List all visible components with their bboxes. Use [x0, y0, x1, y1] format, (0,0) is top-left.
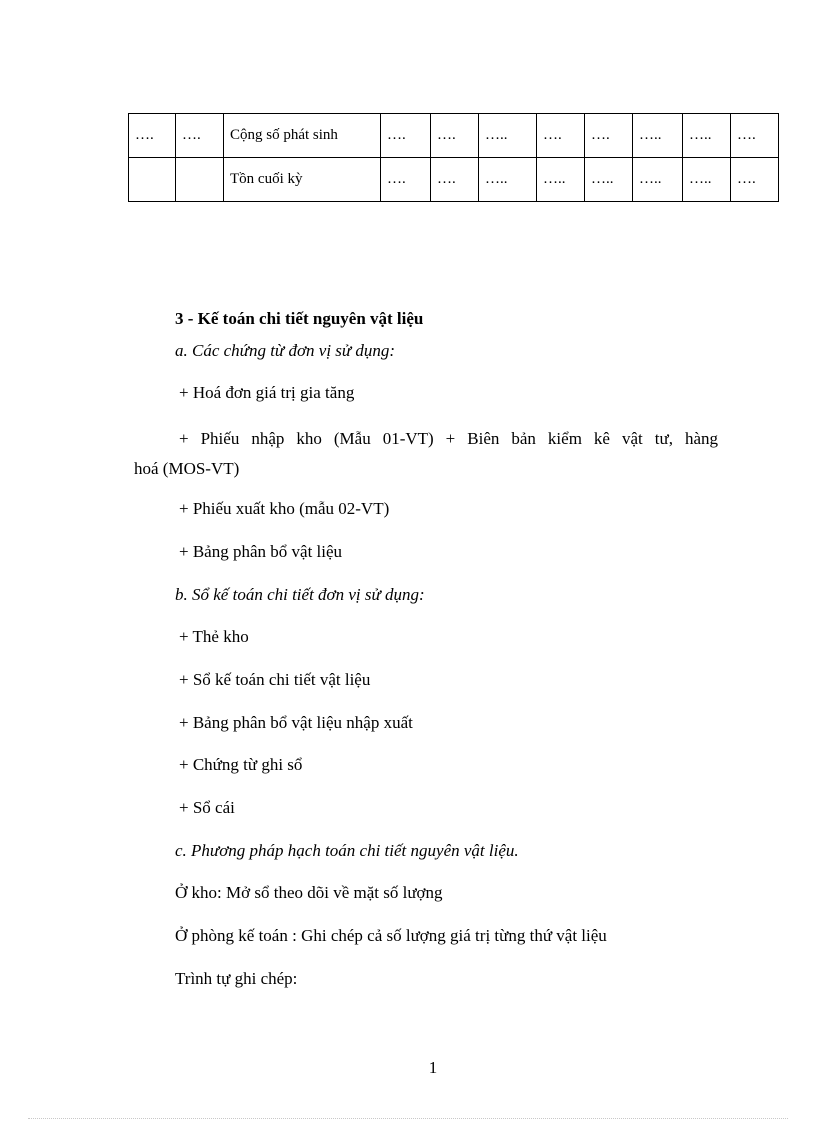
list-item: + Bảng phân bổ vật liệu nhập xuất	[179, 713, 413, 732]
paragraph: Ở phòng kế toán : Ghi chép cả số lượng giá trị từng thứ vật liệu	[175, 926, 607, 945]
table-cell: …..	[479, 158, 537, 202]
list-item: + Sổ kế toán chi tiết vật liệu	[179, 670, 371, 689]
table-cell: …..	[683, 114, 731, 158]
paragraph: Trình tự ghi chép:	[175, 969, 298, 988]
table-cell: …..	[537, 158, 585, 202]
table-cell: …..	[633, 114, 683, 158]
paragraph-wrapped	[134, 424, 718, 484]
row-label: Tồn cuối kỳ	[224, 158, 381, 202]
table-cell: ….	[381, 114, 431, 158]
table-cell: ….	[129, 114, 176, 158]
row-label: Cộng số phát sinh	[224, 114, 381, 158]
table-cell: ….	[731, 158, 779, 202]
page-divider	[28, 1118, 788, 1119]
table-cell	[129, 158, 176, 202]
list-item: + Phiếu xuất kho (mẫu 02-VT)	[179, 499, 390, 518]
table-row	[129, 114, 779, 158]
ledger-table	[128, 113, 779, 202]
table-cell: ….	[381, 158, 431, 202]
table-cell: …..	[479, 114, 537, 158]
list-item: + Sổ cái	[179, 798, 235, 817]
table-cell: ….	[731, 114, 779, 158]
table-cell: ….	[585, 114, 633, 158]
section-heading: 3 - Kế toán chi tiết nguyên vật liệu	[175, 309, 424, 328]
subheading-b: b. Sổ kế toán chi tiết đơn vị sử dụng:	[175, 585, 425, 604]
table-row	[129, 158, 779, 202]
list-item-continuation: hoá (MOS-VT)	[134, 459, 240, 478]
table-cell: ….	[537, 114, 585, 158]
list-item: + Chứng từ ghi sổ	[179, 755, 303, 774]
table-cell: ….	[431, 114, 479, 158]
page-number: 1	[428, 1058, 438, 1077]
list-item: + Thẻ kho	[179, 627, 249, 646]
table-cell: ….	[431, 158, 479, 202]
list-item: + Bảng phân bổ vật liệu	[179, 542, 343, 561]
table-cell: …..	[683, 158, 731, 202]
list-item: + Hoá đơn giá trị gia tăng	[179, 383, 355, 402]
list-item: + Phiếu nhập kho (Mẫu 01-VT) + Biên bản kiểm kê vật tư, hàng	[179, 429, 718, 448]
subheading-a: a. Các chứng từ đơn vị sử dụng:	[175, 341, 396, 360]
table-cell: ….	[176, 114, 224, 158]
paragraph: Ở kho: Mở sổ theo dõi về mặt số lượng	[175, 883, 443, 902]
table-cell: …..	[585, 158, 633, 202]
subheading-c: c. Phương pháp hạch toán chi tiết nguyên vật liệu.	[175, 841, 519, 860]
table-cell	[176, 158, 224, 202]
table-cell: …..	[633, 158, 683, 202]
